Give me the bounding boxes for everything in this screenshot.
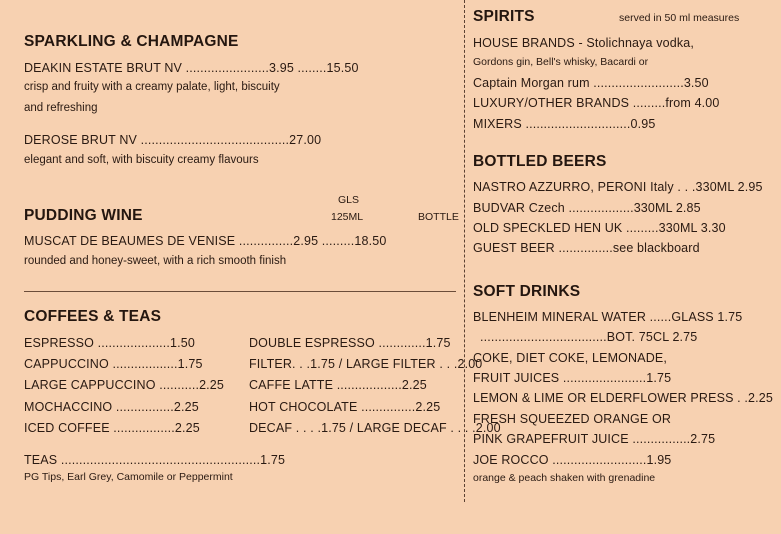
menu-item: BUDVAR Czech ..................330ML 2.85 [473,201,701,215]
menu-item: COKE, DIET COKE, LEMONADE, [473,351,667,365]
menu-item: ICED COFFEE .................2.25 [24,421,200,435]
ml-label: 125ML [331,211,364,223]
muscat-desc: rounded and honey-sweet, with a rich smooth finish [24,255,287,267]
menu-item: FILTER. . .1.75 / LARGE FILTER . . .2.00 [249,357,483,371]
luxury-line: LUXURY/OTHER BRANDS .........from 4.00 [473,96,720,110]
menu-item: CAFFE LATTE ..................2.25 [249,378,427,392]
menu-item: CAPPUCCINO ..................1.75 [24,357,203,371]
mixers-line: MIXERS .............................0.95 [473,117,656,131]
section-divider [24,291,456,292]
teas-desc: PG Tips, Earl Grey, Camomile or Peppermint [24,471,233,483]
menu-item: OLD SPECKLED HEN UK .........330ML 3.30 [473,221,726,235]
derose-desc: elegant and soft, with biscuity creamy flavours [24,154,259,166]
menu-item: JOE ROCCO ..........................1.95 [473,453,672,467]
menu-item: DOUBLE ESPRESSO .............1.75 [249,336,451,350]
teas-line: TEAS .......................................................1.75 [24,453,286,467]
menu-item: LARGE CAPPUCCINO ...........2.25 [24,378,224,392]
coffees-heading: COFFEES & TEAS [24,308,162,325]
deakin-desc: and refreshing [24,102,98,114]
muscat-line: MUSCAT DE BEAUMES DE VENISE ...............2.95 .........18.50 [24,234,387,248]
menu-item: LEMON & LIME OR ELDERFLOWER PRESS . .2.25 [473,391,773,405]
bottle-label: BOTTLE [418,211,459,223]
menu-item: MOCHACCINO ................2.25 [24,400,199,414]
house-desc: Gordons gin, Bell's whisky, Bacardi or [473,56,649,68]
menu-item: BLENHEIM MINERAL WATER ......GLASS 1.75 [473,310,743,324]
beers-heading: BOTTLED BEERS [473,153,607,170]
deakin-line: DEAKIN ESTATE BRUT NV .......................3.95 ........15.50 [24,61,359,75]
joe-desc: orange & peach shaken with grenadine [473,472,656,484]
menu-item: GUEST BEER ...............see blackboard [473,241,700,255]
derose-line: DEROSE BRUT NV .........................................27.00 [24,133,322,147]
house-price: Captain Morgan rum .........................3.50 [473,76,709,90]
house-line: HOUSE BRANDS - Stolichnaya vodka, [473,36,695,50]
soft-heading: SOFT DRINKS [473,283,581,300]
pudding-heading: PUDDING WINE [24,207,143,224]
menu-item: DECAF . . . .1.75 / LARGE DECAF . . . .2.00 [249,421,501,435]
spirits-heading: SPIRITS [473,8,535,25]
menu-item: FRUIT JUICES .......................1.75 [473,371,672,385]
sparkling-heading: SPARKLING & CHAMPAGNE [24,33,239,50]
menu-item: HOT CHOCOLATE ...............2.25 [249,400,441,414]
menu-item: FRESH SQUEEZED ORANGE OR [473,412,672,426]
menu-item: NASTRO AZZURRO, PERONI Italy . . .330ML 2.95 [473,180,763,194]
menu-item: ESPRESSO ....................1.50 [24,336,195,350]
spirits-note: served in 50 ml measures [619,12,740,24]
gls-label: GLS [338,194,360,206]
menu-item: ...................................BOT. 75CL 2.75 [480,330,698,344]
deakin-desc: crisp and fruity with a creamy palate, light, biscuity [24,81,280,93]
menu-item: PINK GRAPEFRUIT JUICE ................2.75 [473,432,716,446]
